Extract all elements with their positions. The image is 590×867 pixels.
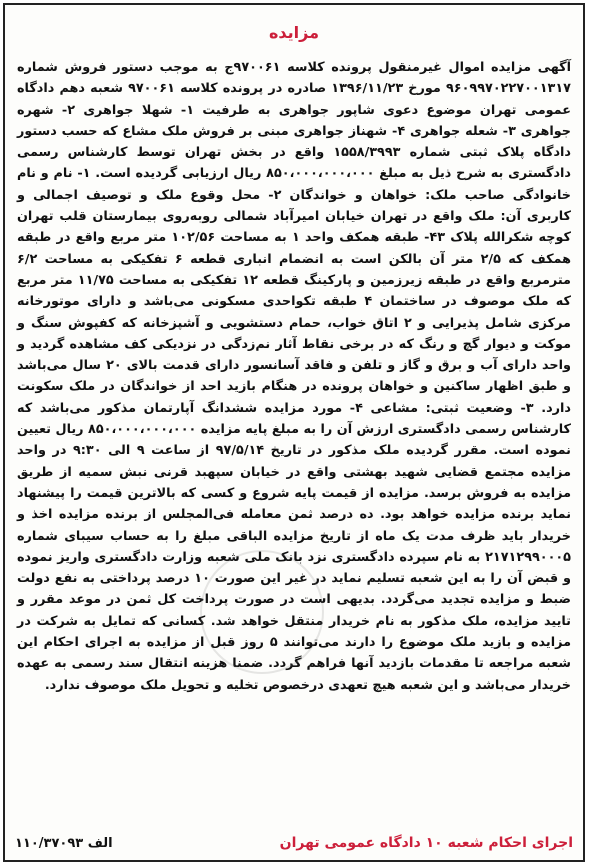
notice-title: مزایده (268, 23, 320, 42)
notice-body (17, 57, 571, 696)
issuer-signature: اجرای احکام شعبه ۱۰ دادگاه عمومی تهران (279, 835, 573, 851)
notice-frame (3, 3, 585, 862)
notice-footer (15, 832, 573, 854)
notice-paragraph: آگهی مزایده اموال غیرمنقول پرونده کلاسه ۹۷۰۰۶۱ج به موجب دستور فروش شماره ۹۶۰۹۹۷۰۲۲۷۰۰۱۳۱۷ مورخ ۱۳۹۶/۱۱/۲۳ صادره در پرونده کلاسه ۹۷۰۰۶۱ شعبه دهم دادگاه عمومی تهران موضوع دعوی شاپور جواهری به طرفیت ۱- شهلا جواهری ۲- شهره جواهری ۳- شعله جواهری ۴- شهناز جواهری مبنی بر فروش ملک مشاع که حسب دستور دادگاه پلاک ثبتی شماره ۱۵۵۸/۳۹۹۳ واقع در بخش تهران توسط کارشناس رسمی دادگستری به شرح ذیل به مبلغ ۸۵۰،۰۰۰،۰۰۰،۰۰۰ ریال ارزیابی گردیده است. ۱- نام و نام خانوادگی صاحب ملک: خواهان و خواندگان ۲- محل وقوع ملک و توصیف اجمالی و کاربری آن: ملک واقع در تهران خیابان امیرآباد شمالی روبه‌روی بیمارستان قلب تهران کوچه شکرالله پلاک ۴۳- طبقه همکف واحد ۱ به مساحت ۱۰۲/۵۶ متر مربع واقع در طبقه همکف که ۲/۵ متر آن بالکن است به انضمام انباری قطعه ۶ تفکیکی به مساحت ۶/۲ مترمربع واقع در طبقه زیرزمین و پارکینگ قطعه ۱۲ تفکیکی به مساحت ۱۱/۷۵ متر مربع که ملک موصوف در ساختمان ۴ طبقه تکواحدی مسکونی می‌باشد و دارای موتورخانه مرکزی شامل پذیرایی و ۲ اتاق خواب، حمام دستشویی و آشپزخانه که کفپوش سنگ و موکت و دیوار گچ و رنگ که در برخی نقاط آثار نم‌زدگی در نزدیکی کف مشاهده گردید و واحد دارای آب و برق و گاز و تلفن و فاقد آسانسور دارای قدمت بالای ۲۰ سال می‌باشد و طبق اظهار ساکنین و خواهان پرونده در هنگام بازید احد از خواندگان در ملک سکونت دارد. ۳- وضعیت ثبتی: مشاعی ۴- مورد مزایده ششدانگ آپارتمان مذکور می‌باشد که کارشناس رسمی دادگستری ارزش آن را به مبلغ پایه مزایده ۸۵۰،۰۰۰،۰۰۰،۰۰۰ ریال تعیین نموده است. مقرر گردیده ملک مذکور در تاریخ ۹۷/۵/۱۴ از ساعت ۹ الی ۹:۳۰ در واحد مزایده مجتمع قضایی شهید بهشتی واقع در خیابان سپهبد قرنی نبش سمیه از طریق مزایده به فروش برسد. مزایده از قیمت پایه شروع و کسی که بالاترین قیمت را پیشنهاد نماید برنده مزایده خواهد بود. ده درصد ثمن معامله فی‌المجلس از برنده مزایده اخذ و خریدار باید ظرف مدت یک ماه از تاریخ مزایده الباقی مبلغ را به حساب سیبای شماره ۲۱۷۱۲۹۹۰۰۰۵ به نام سپرده دادگستری نزد بانک ملی شعبه وزارت دادگستری واریز نموده و قبض آن را به این شعبه تسلیم نماید در غیر این صورت ۱۰ درصد پرداختی به نفع دولت ضبط و مزایده تجدید می‌گردد. بدیهی است در صورت پرداخت کل ثمن در موعد مقرر و تایید مزایده، ملک مذکور به نام خریدار منتقل خواهد شد. کسانی که تمایل به شرکت در مزایده و بازید ملک موضوع را دارند می‌توانند ۵ روز قبل از مزایده به اجرای احکام این شعبه مراجعه تا مقدمات بازدید آنها فراهم گردد. ضمنا هزینه انتقال سند رسمی به عهده خریدار می‌باشد و این شعبه هیچ تعهدی درخصوص تخلیه و تحویل ملک موصوف ندارد. (17, 60, 571, 693)
notice-code: ۱۱۰/۳۷۰۹۳ الف (15, 835, 113, 851)
